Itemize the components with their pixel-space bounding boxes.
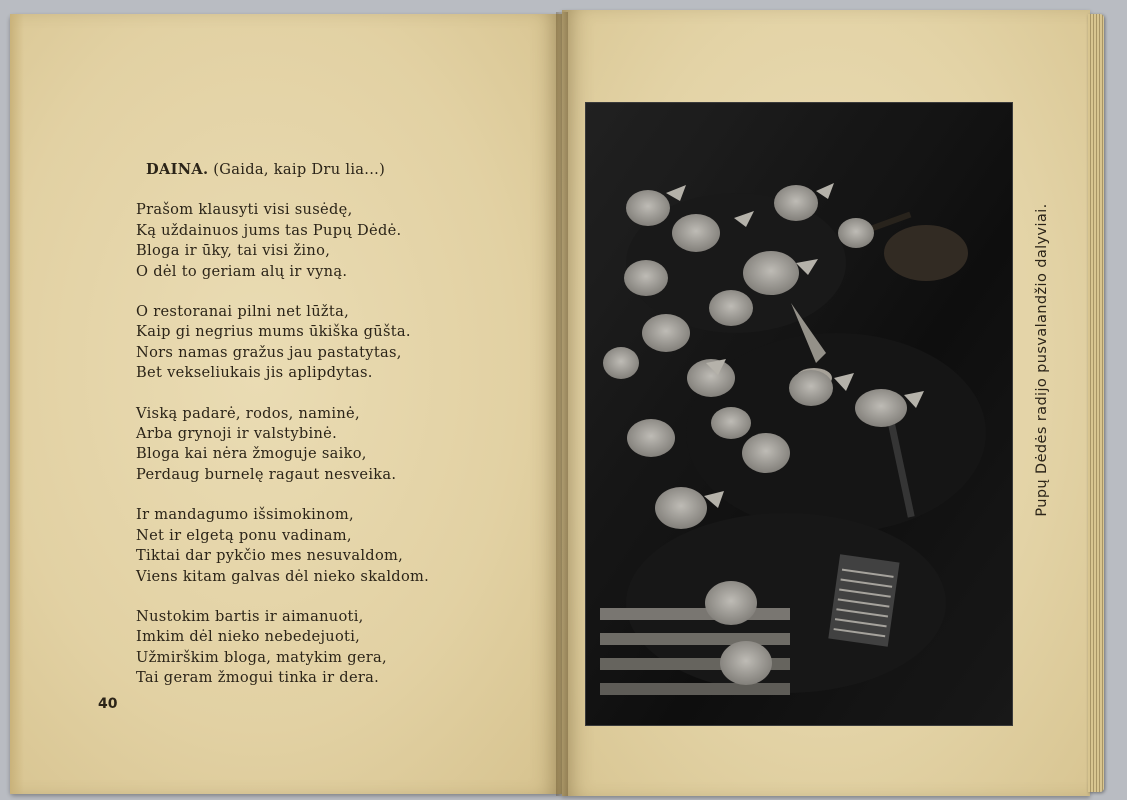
poem-line: Užmirškim bloga, matykim gera, [136,648,387,666]
poem-title [146,160,466,180]
poem-line: Viens kitam galvas dėl nieko skaldom. [136,567,430,585]
poem-line: Kaip gi negrius mums ūkiška gūšta. [136,323,411,341]
photo-caption-text: Pupų Dėdės radijo pusvalandžio dalyviai. [1034,203,1050,517]
poem-line: Arba grynoji ir valstybinė. [136,425,338,443]
poem-title-label: DAINA. [146,161,209,178]
group-photo-illustration [586,103,1012,725]
poem-line: Nors namas gražus jau pastatytas, [136,343,402,361]
poem-title-melody: (Gaida, kaip Dru lia...) [208,161,386,178]
stanza-1 [136,200,466,282]
poem-line: Ką uždainuos jums tas Pupų Dėdė. [136,221,402,239]
photo-caption [1030,130,1054,590]
poem-line: Prašom klausyti visi susėdę, [136,201,353,219]
stanza-2 [136,302,466,384]
page-number: 40 [98,696,118,712]
poem-line: Perdaug burnelę ragaut nesveika. [136,465,397,483]
poem-line: Tai geram žmogui tinka ir dera. [136,669,380,687]
poem-line: Ir mandagumo išsimokinom, [136,506,354,524]
poem-line: O dėl to geriam alų ir vyną. [136,262,348,280]
poem-line: Bloga kai nėra žmoguje saiko, [136,445,367,463]
poem-line: Imkim dėl nieko nebedejuoti, [136,628,361,646]
stanza-5 [136,607,466,689]
stanza-4 [136,505,466,587]
page-edges [1088,14,1104,792]
poem-line: Viską padarė, rodos, naminė, [136,404,360,422]
book-gutter [556,12,568,796]
poem-line: Bet vekseliukais jis aplipdytas. [136,364,373,382]
group-photo [586,103,1012,725]
poem-line: Bloga ir ūky, tai visi žino, [136,242,331,260]
poem [136,160,466,689]
stanza-3 [136,404,466,486]
poem-line: Net ir elgetą ponu vadinam, [136,526,352,544]
poem-line: O restoranai pilni net lūžta, [136,303,350,321]
poem-line: Tiktai dar pykčio mes nesuvaldom, [136,547,404,565]
poem-line: Nustokim bartis ir aimanuoti, [136,607,364,625]
